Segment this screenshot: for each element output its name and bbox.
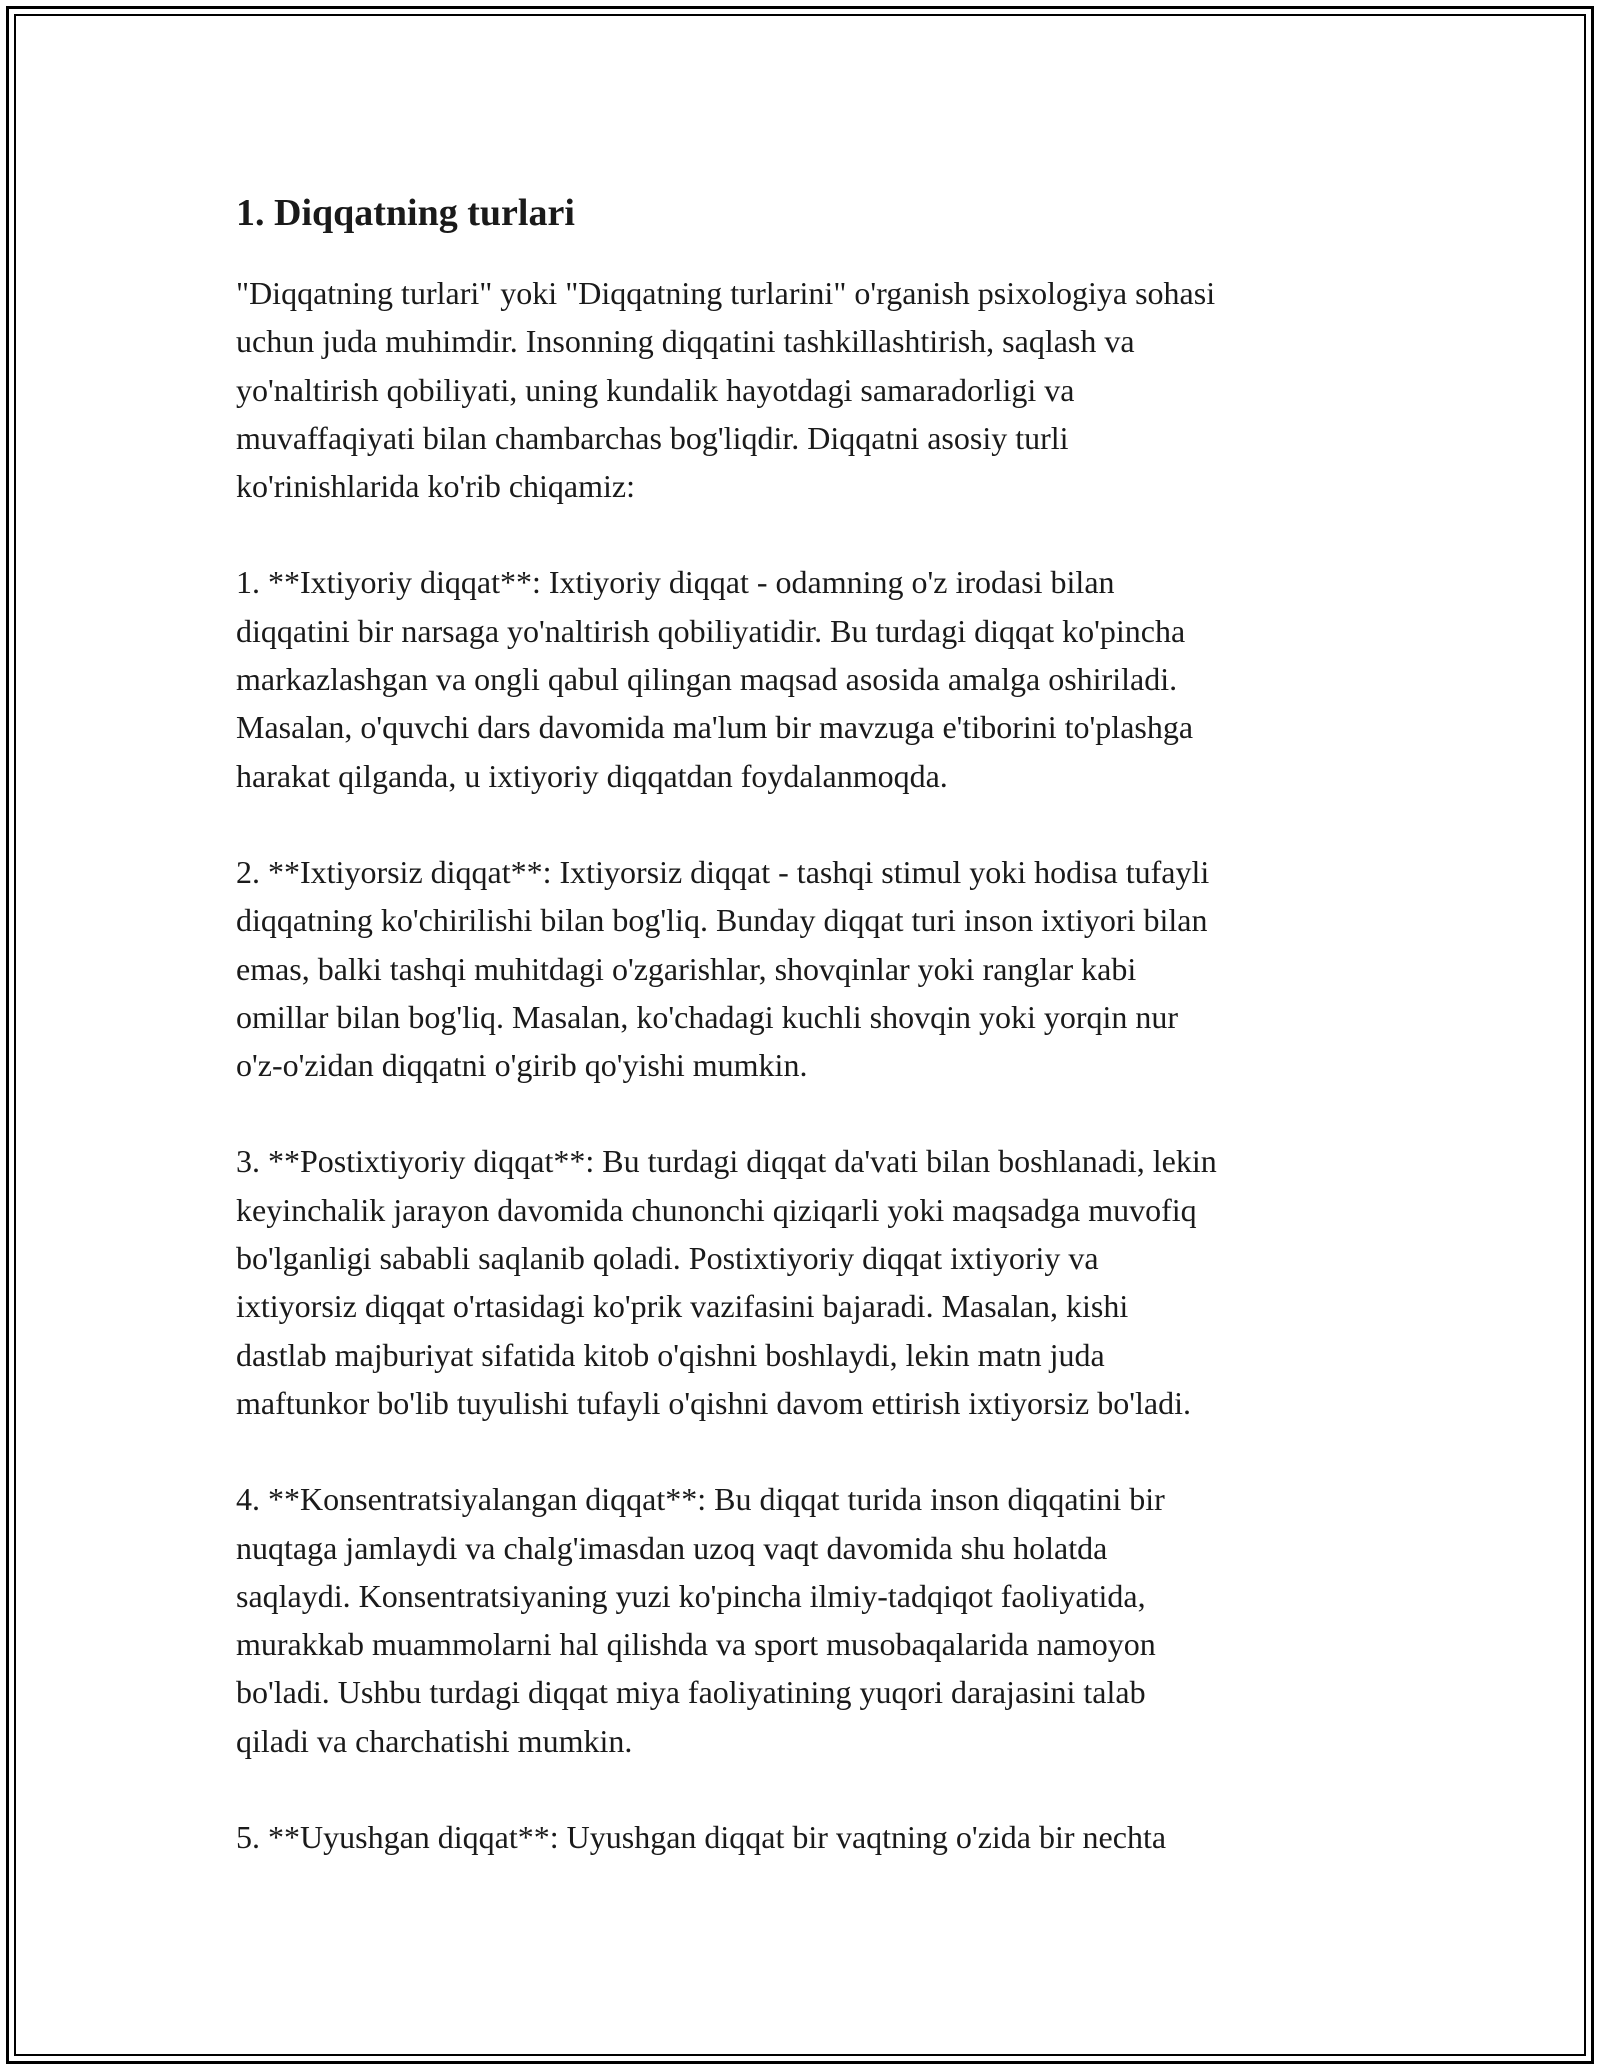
paragraph-concentrated-attention: 4. **Konsentratsiyalangan diqqat**: Bu diqqat turida inson diqqatini bir nuqtaga jamlaydi va chalg'imasdan uzoq vaqt davomida shu holatda saqlaydi. Konsentratsiyaning yuzi ko'pincha ilmiy-tadqiqot faoliyatida, murakkab muammolarni hal qilishda va sport musobaqalarida namoyon bo'ladi. Ushbu turdagi diqqat miya faoliyatining yuqori darajasini talab qiladi va charchatishi mumkin. xyxy=(236,1481,1165,1759)
paragraph-organized-attention: 5. **Uyushgan diqqat**: Uyushgan diqqat bir vaqtning o'zida bir nechta xyxy=(236,1819,1167,1856)
document-body xyxy=(236,183,1396,1909)
paragraph-post-voluntary-attention: 3. **Postixtiyoriy diqqat**: Bu turdagi diqqat da'vati bilan boshlanadi, lekin keyinchalik jarayon davomida chunonchi qiziqarli yoki maqsadga muvofiq bo'lganligi sababli saqlanib qoladi. Postixtiyoriy diqqat ixtiyoriy va ixtiyorsiz diqqat o'rtasidagi ko'prik vazifasini bajaradi. Masalan, kishi dastlab majburiyat sifatida kitob o'qishni boshlaydi, lekin matn juda maftunkor bo'lib tuyulishi tufayli o'qishni davom ettirish ixtiyorsiz bo'ladi. xyxy=(236,1143,1217,1421)
paragraph-involuntary-attention: 2. **Ixtiyorsiz diqqat**: Ixtiyorsiz diqqat - tashqi stimul yoki hodisa tufayli diqqatning ko'chirilishi bilan bog'liq. Bunday diqqat turi inson ixtiyori bilan emas, balki tashqi muhitdagi o'zgarishlar, shovqinlar yoki ranglar kabi omillar bilan bog'liq. Masalan, ko'chadagi kuchli shovqin yoki yorqin nur o'z-o'zidan diqqatni o'girib qo'yishi mumkin. xyxy=(236,853,1210,1084)
intro-paragraph: "Diqqatning turlari" yoki "Diqqatning turlarini" o'rganish psixologiya sohasi uchun juda muhimdir. Insonning diqqatini tashkillashtirish, saqlash va yo'naltirish qobiliyati, uning kundalik hayotdagi samaradorligi va muvaffaqiyati bilan chambarchas bog'liqdir. Diqqatni asosiy turli ko'rinishlarida ko'rib chiqamiz: xyxy=(236,275,1216,505)
paragraph-voluntary-attention: 1. **Ixtiyoriy diqqat**: Ixtiyoriy diqqat - odamning o'z irodasi bilan diqqatini bir narsaga yo'naltirish qobiliyatidir. Bu turdagi diqqat ko'pincha markazlashgan va ongli qabul qilingan maqsad asosida amalga oshiriladi. Masalan, o'quvchi dars davomida ma'lum bir mavzuga e'tiborini to'plashga harakat qilganda, u ixtiyoriy diqqatdan foydalanmoqda. xyxy=(236,564,1194,794)
page-title: 1. Diqqatning turlari xyxy=(236,192,575,234)
